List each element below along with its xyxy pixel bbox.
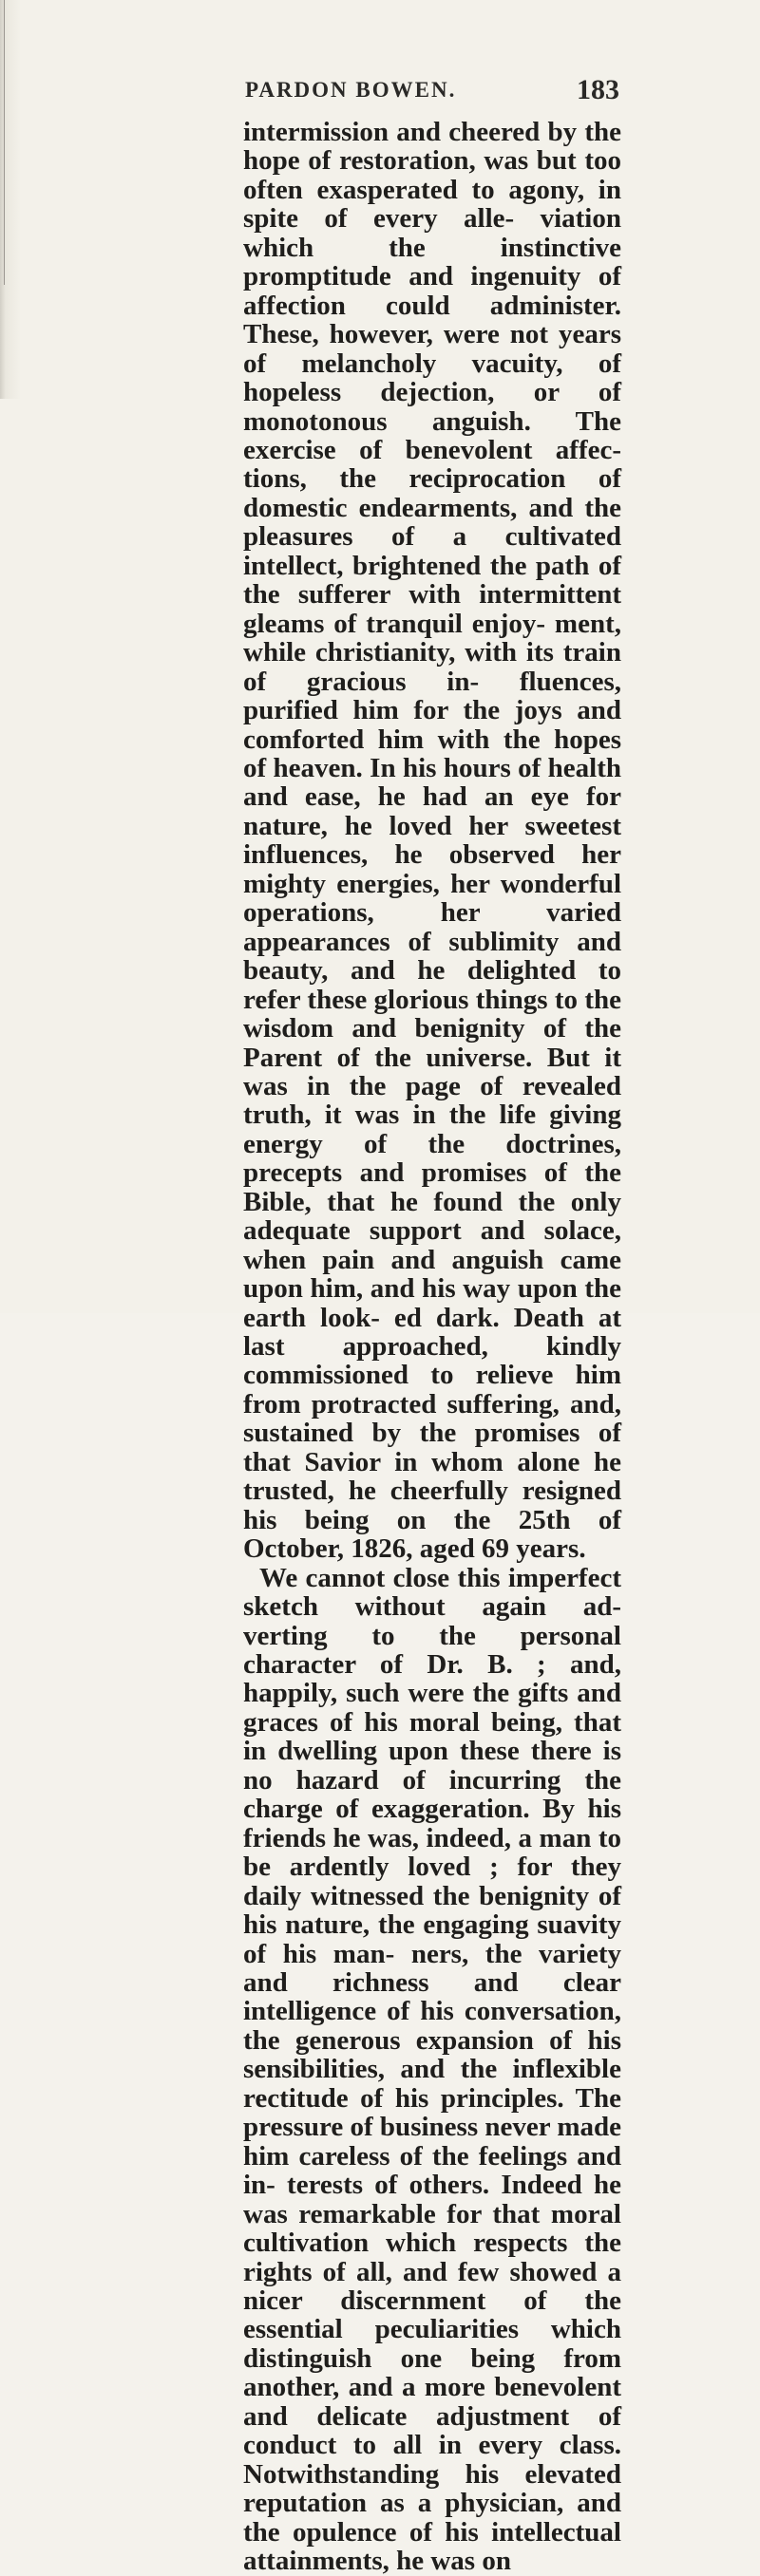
paragraph-1: intermission and cheered by the hope of restoration, was but too often exasperated to agony, in spite of every alle- viation which the instinctive promptitude and ingenuity of affection could administer. These, however, were not years of melancholy vacuity, of hopeless dejection, or of monotonous anguish. The exercise of benevolent affec- tions, the reciprocation of domestic endearments, and the pleasures of a cultivated intellect, brightened the path of the sufferer with intermittent gleams of tranquil enjoy- ment, while christianity, with its train of gracious in- fluences, purified him for the joys and comforted him with the hopes of heaven. In his hours of health and ease, he had an eye for nature, he loved her sweetest influences, he observed her mighty energies, her wonderful operations, her varied appearances of sublimity and beauty, and he delighted to refer these glorious things to the wisdom and benignity of the Parent of the universe. But it was in the page of revealed truth, it was in the life giving energy of the doctrines, precepts and promises of the Bible, that he found the only adequate support and solace, when pain and anguish came upon him, and his way upon the earth look- ed dark. Death at last approached, kindly commissioned to relieve him from protracted suffering, and, sustained by the promises of that Savior in whom alone he trusted, he cheerfully resigned his being on the 25th of October, 1826, aged 69 years. bbox=[243, 117, 621, 1565]
body-text bbox=[243, 118, 621, 2576]
page-edge-line bbox=[4, 0, 5, 285]
paragraph-2: We cannot close this imperfect sketch without again ad- verting to the personal character of Dr. B. ; and, happily, such were the gifts and graces of his moral being, that in dwelling upon these there is no hazard of incurring the charge of exaggeration. By his friends he was, indeed, a man to be ardently loved ; for they daily witnessed the benignity of his nature, the engaging suavity of his man- ners, the variety and richness and clear intelligence of his conversation, the generous expansion of his sensibilities, and the inflexible rectitude of his principles. The pressure of business never made him careless of the feelings and in- terests of others. Indeed he was remarkable for that moral cultivation which respects the rights of all, and few showed a nicer discernment of the essential peculiarities which distinguish one being from another, and a more benevolent and delicate adjustment of conduct to all in every class. Notwithstanding his elevated reputation as a physician, and the opulence of his intellectual attainments, he was on bbox=[243, 1562, 621, 2576]
running-head: PARDON BOWEN. bbox=[245, 78, 457, 102]
page-header bbox=[228, 74, 627, 110]
page-number: 183 bbox=[577, 74, 619, 105]
